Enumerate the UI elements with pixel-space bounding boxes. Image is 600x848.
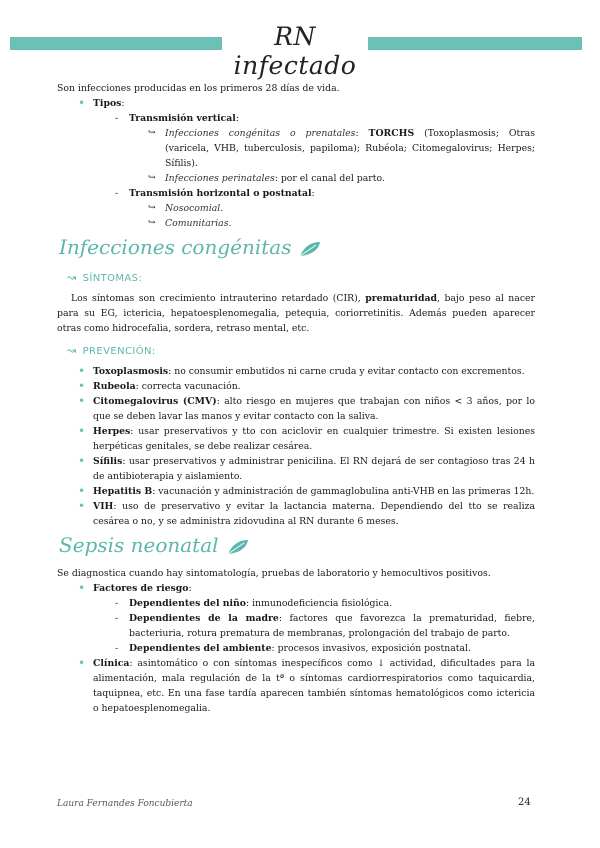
section-heading-congenitas [59,235,535,266]
list-item-tipos: • Tipos: [57,96,535,111]
list-item-congenitas: ↪ Infecciones congénitas o prenatales: TORCHS (Toxoplasmosis; Otras (varicela, VHB, tuberculosis, papiloma); Rubéola; Citomegalovirus; Herpes; Sífilis). [148,128,535,169]
list-item [57,394,535,424]
list-item-perinatales [57,171,535,186]
factor-term: Dependientes de la madre [129,613,279,624]
squiggle-arrow-icon: ↝ [67,344,77,357]
factor-text: : inmunodeficiencia fisiológica. [245,598,393,609]
perinatales-text: : por el canal del parto. [274,173,385,184]
prevencion-term: Citomegalovirus (CMV) [93,396,217,407]
prevencion-text: : uso de preservativo y evitar la lactancia materna. Dependiendo del tto se realiza cesárea o no, y se administra zidovudina al RN durante 6 meses. [93,501,535,527]
footer-author: Laura Fernandes Foncubierta [57,799,193,809]
vertical-label: Transmisión vertical [129,113,236,124]
prevencion-term: Sífilis [93,456,123,467]
subheading-prevencion [67,343,535,359]
list-item-clinica [57,656,535,716]
prevencion-term: Rubeola [93,381,136,392]
prevencion-text: : usar preservativos y administrar penicilina. El RN dejará de ser contagioso tras 24 h de antibioterapia y aislamiento. [93,456,535,482]
header-bar-right [368,37,582,50]
list-item [57,454,535,484]
leaf-icon [299,241,321,257]
list-item [57,424,535,454]
factores-label: Factores de riesgo [93,583,189,594]
squiggle-arrow-icon: ↝ [67,271,77,284]
list-item [57,499,535,529]
list-item-horizontal: - Transmisión horizontal o postnatal: [57,186,535,201]
sintomas-text-1: Los síntomas son crecimiento intrauterino retardado (CIR), [71,293,366,304]
list-item [57,364,535,379]
prevencion-title: PREVENCIÓN: [82,346,156,357]
list-item [57,379,535,394]
perinatales-label: Infecciones perinatales [165,173,275,184]
header-bar-left [10,37,222,50]
list-item-nosocomial [57,201,535,216]
return-arrow-icon: ↪ [148,203,156,213]
sintomas-paragraph [57,291,535,336]
factor-text: : factores que favorezca la prematuridad, fiebre, bacteriuria, rotura prematura de membranas, prolongación del trabajo de parto. [129,613,535,639]
section-heading-sepsis [59,533,535,564]
prevencion-term: VIH [93,501,114,512]
factor-text: : procesos invasivos, exposición postnatal. [271,643,471,654]
prevencion-term: Hepatitis B [93,486,153,497]
list-item [57,596,535,611]
prevencion-text: : no consumir embutidos ni carne cruda y evitar contacto con excrementos. [168,366,525,377]
prevencion-text: : usar preservativos y tto con aciclovir en cualquier trimestre. Si existen lesiones herpéticas genitales, se debe realizar cesárea. [93,426,535,452]
subheading-sintomas [67,270,535,286]
factor-term: Dependientes del ambiente [129,643,272,654]
list-item-vertical: - Transmisión vertical: [57,111,535,126]
sepsis-intro: Se diagnostica cuando hay sintomatología, pruebas de laboratorio y hemocultivos positivos. [57,568,491,579]
nosocomial-text: Nosocomial. [165,203,224,214]
document-body [57,81,535,716]
comunitarias-text: Comunitarias. [165,218,232,229]
prevencion-text: : alto riesgo en mujeres que trabajan con niños < 3 años, por lo que se deben lavar las manos y evitar contacto con la saliva. [93,396,535,422]
return-arrow-icon: ↪ [148,218,156,228]
page-number: 24 [518,797,531,808]
return-arrow-icon: ↪ [148,173,156,183]
prevencion-term: Herpes [93,426,131,437]
prevencion-text: : vacunación y administración de gammaglobulina anti-VHB en las primeras 12h. [152,486,535,497]
prevencion-term: Toxoplasmosis [93,366,169,377]
return-arrow-icon: ↪ [148,128,156,138]
factor-term: Dependientes del niño [129,598,246,609]
page-title: RN infectado [233,22,357,80]
list-item [57,641,535,656]
prevencion-text: : correcta vacunación. [135,381,241,392]
horizontal-label: Transmisión horizontal o postnatal [129,188,312,199]
leaf-icon [227,539,249,555]
clinica-text: : asintomático o con síntomas inespecíficos como ↓ actividad, dificultades para la alimentación, mala regulación de la tª o síntomas cardiorrespiratorios como taquicardia, taquipnea, etc. En una fase tardía aparecen también síntomas hematológicos como ictericia o hepatoesplenomegalia. [93,658,535,714]
congenitas-text: (Toxoplasmosis; Otras (varicela, VHB, tuberculosis, papiloma); Rubéola; Citomegalovirus; Herpes; Sífilis). [165,128,535,169]
list-item-factores: • Factores de riesgo: [57,581,535,596]
clinica-label: Clínica [93,658,130,669]
tipos-label: Tipos [93,98,122,109]
torchs-term: TORCHS [368,128,415,139]
list-item [57,484,535,499]
list-item-comunitarias [57,216,535,231]
intro-paragraph: Son infecciones producidas en los primeros 28 días de vida. [57,83,340,94]
sintomas-title: SÍNTOMAS: [82,273,143,284]
list-item [57,611,535,641]
sintomas-bold: prematuridad [365,293,437,304]
congenitas-title: Infecciones congénitas [59,235,292,259]
sintomas-text-2: , bajo peso al nacer para su EG, ictericia, hepatoesplenomegalia, petequia, coriorretinitis. Además pueden aparecer otras como hidrocefalia, sordera, retraso mental, etc. [57,293,535,334]
congenitas-label: Infecciones congénitas o prenatales [165,128,356,139]
sepsis-title: Sepsis neonatal [59,533,219,557]
